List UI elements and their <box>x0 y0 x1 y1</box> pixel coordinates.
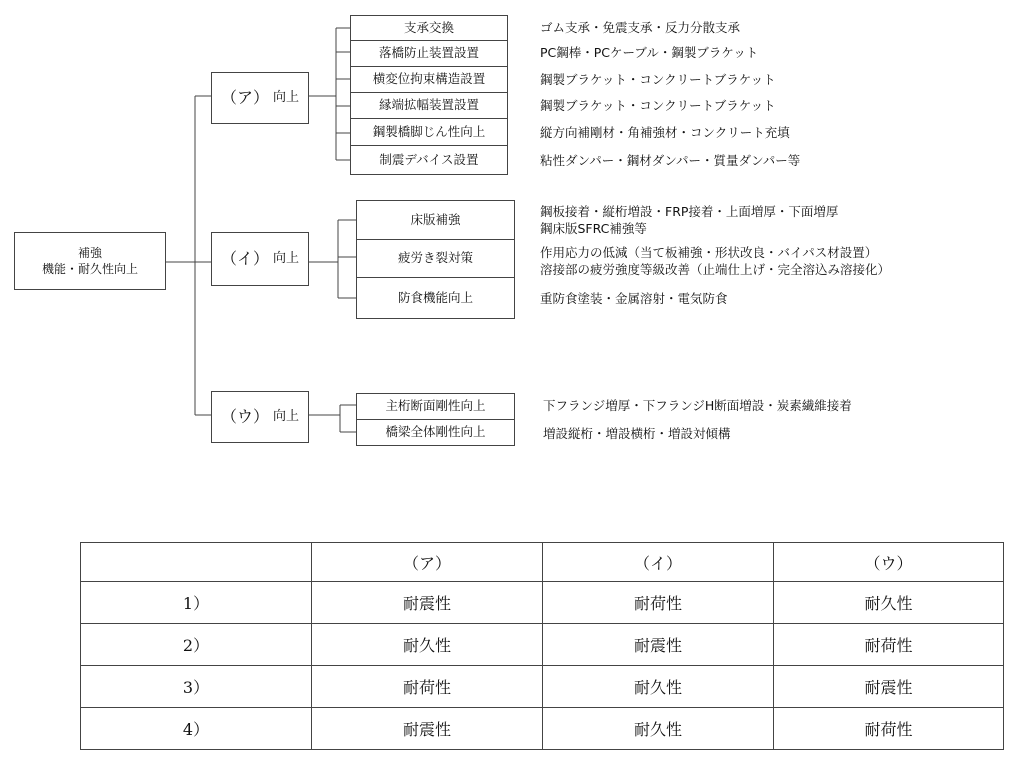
row-number: 3） <box>81 666 312 708</box>
group-a-label: （ア） <box>220 88 269 108</box>
cell-b: 耐震性 <box>543 624 774 666</box>
cell-a: 耐荷性 <box>312 666 543 708</box>
answer-table <box>80 542 1004 750</box>
table-header-c: （ウ） <box>774 543 1004 582</box>
leaf-a-3 <box>350 92 508 119</box>
desc-b-0: 鋼板接着・縦桁増設・FRP接着・上面増厚・下面増厚 <box>540 204 839 219</box>
table-header-blank <box>81 543 312 582</box>
desc-b-1-line2: 溶接部の疲労強度等級改善（止端仕上げ・完全溶込み溶接化） <box>540 262 891 277</box>
table-header-b: （イ） <box>543 543 774 582</box>
cell-b: 耐荷性 <box>543 582 774 624</box>
desc-c-0: 下フランジ増厚・下フランジH断面増設・炭素繊維接着 <box>543 398 852 413</box>
group-b-node <box>211 232 309 286</box>
leaf-a-0 <box>350 15 508 41</box>
leaf-a-4-label: 鋼製橋脚じん性向上 <box>372 123 486 139</box>
leaf-a-1-label: 落橋防止装置設置 <box>378 45 479 61</box>
group-c-node <box>211 391 309 443</box>
root-title: 補強 <box>77 245 102 260</box>
root-subtitle: 機能・耐久性向上 <box>41 262 138 276</box>
leaf-c-1-label: 橋梁全体剛性向上 <box>385 424 486 440</box>
leaf-b-1 <box>356 239 515 278</box>
group-c-suffix: 向上 <box>273 409 300 425</box>
table-row <box>81 582 1004 624</box>
group-b-label: （イ） <box>220 249 269 269</box>
leaf-c-0 <box>356 393 515 420</box>
cell-b: 耐久性 <box>543 708 774 750</box>
leaf-b-0 <box>356 200 515 240</box>
group-a-node <box>211 72 309 124</box>
desc-b-2: 重防食塗装・金属溶射・電気防食 <box>540 291 728 306</box>
desc-a-3: 鋼製ブラケット・コンクリートブラケット <box>540 98 776 113</box>
group-c-label: （ウ） <box>220 407 269 427</box>
cell-a: 耐震性 <box>312 708 543 750</box>
leaf-a-5 <box>350 145 508 175</box>
desc-b-0-line2: 鋼床版SFRC補強等 <box>540 221 647 236</box>
leaf-a-0-label: 支承交換 <box>403 19 454 35</box>
desc-a-1: PC鋼棒・PCケーブル・鋼製ブラケット <box>540 45 759 60</box>
table-row <box>81 708 1004 750</box>
leaf-a-2-label: 横変位拘束構造設置 <box>372 71 486 87</box>
desc-b-1: 作用応力の低減（当て板補強・形状改良・バイパス材設置） <box>540 245 878 260</box>
leaf-a-4 <box>350 118 508 146</box>
cell-c: 耐荷性 <box>774 708 1004 750</box>
table-header-a: （ア） <box>312 543 543 582</box>
leaf-a-5-label: 制震デバイス設置 <box>379 151 479 167</box>
leaf-a-3-label: 縁端拡幅装置設置 <box>378 97 479 113</box>
cell-b: 耐久性 <box>543 666 774 708</box>
desc-a-2: 鋼製ブラケット・コンクリートブラケット <box>540 72 776 87</box>
row-number: 2） <box>81 624 312 666</box>
row-number: 1） <box>81 582 312 624</box>
desc-a-4: 縦方向補剛材・角補強材・コンクリート充填 <box>540 125 790 140</box>
cell-c: 耐荷性 <box>774 624 1004 666</box>
leaf-c-0-label: 主桁断面剛性向上 <box>385 398 486 414</box>
table-row <box>81 624 1004 666</box>
desc-c-1: 増設縦桁・増設横桁・増設対傾構 <box>543 426 731 441</box>
table-row <box>81 666 1004 708</box>
leaf-b-2 <box>356 277 515 319</box>
leaf-b-1-label: 疲労き裂対策 <box>397 250 473 266</box>
desc-a-0: ゴム支承・免震支承・反力分散支承 <box>540 20 741 35</box>
row-number: 4） <box>81 708 312 750</box>
leaf-a-1 <box>350 40 508 67</box>
cell-c: 耐震性 <box>774 666 1004 708</box>
cell-a: 耐震性 <box>312 582 543 624</box>
leaf-b-0-label: 床版補強 <box>410 211 461 227</box>
group-a-suffix: 向上 <box>273 90 300 106</box>
leaf-b-2-label: 防食機能向上 <box>397 289 473 305</box>
table-header-row <box>81 543 1004 582</box>
root-node <box>14 232 166 290</box>
cell-a: 耐久性 <box>312 624 543 666</box>
leaf-a-2 <box>350 66 508 93</box>
leaf-c-1 <box>356 419 515 446</box>
desc-a-5: 粘性ダンパー・鋼材ダンパー・質量ダンパー等 <box>540 153 801 168</box>
cell-c: 耐久性 <box>774 582 1004 624</box>
group-b-suffix: 向上 <box>273 251 300 267</box>
